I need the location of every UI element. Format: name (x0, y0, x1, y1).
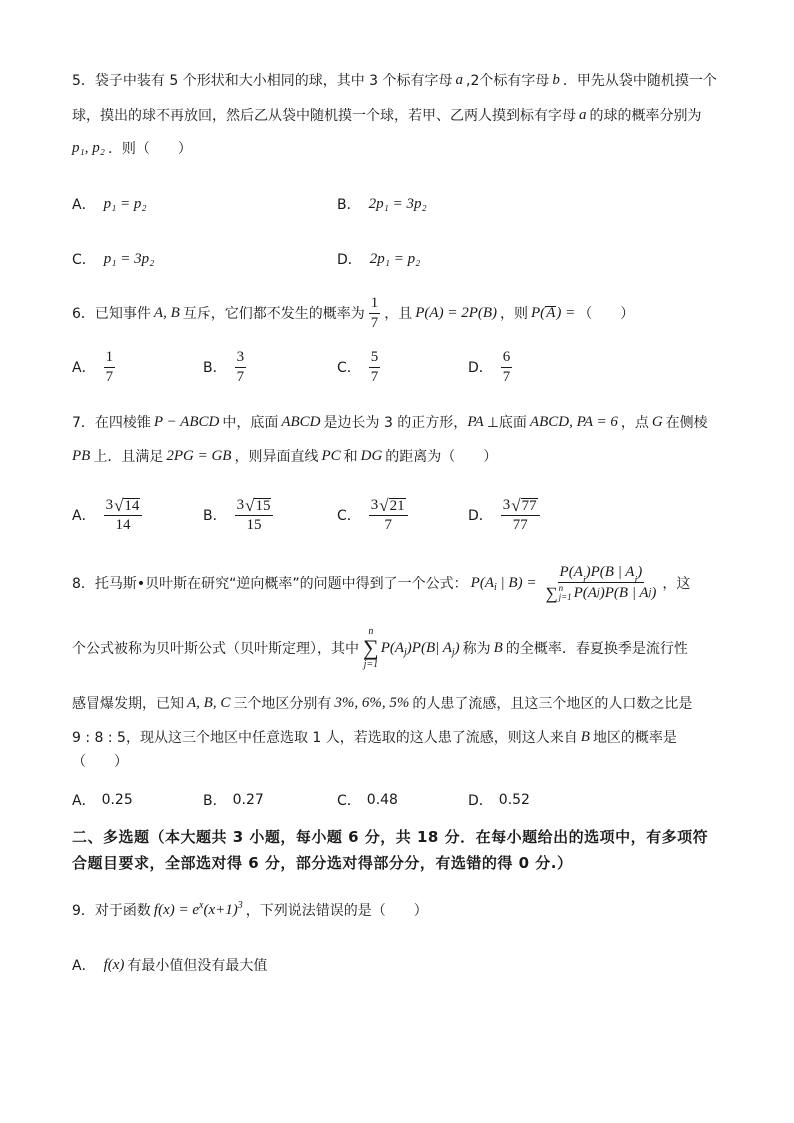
radicand: 21 (389, 497, 405, 514)
q7-math: PA (467, 413, 484, 430)
option-label: D． (468, 508, 493, 524)
function-expression (153, 899, 243, 919)
fraction-denominator: 7 (370, 314, 379, 331)
option-fraction (501, 349, 513, 386)
bayes-fraction (543, 564, 658, 602)
fraction-denominator: 7 (105, 368, 114, 385)
option-label: C． (337, 360, 361, 376)
q8-text: 称为 (462, 641, 491, 657)
overbar-event: A (546, 304, 556, 321)
math-part: )P(B | A (585, 564, 635, 580)
q5-text: 的球的概率分别为 (589, 108, 702, 124)
q8-text: 三个地区分别有 (233, 696, 332, 712)
bayes-numerator: P(A i )P(B | A i ) (559, 564, 643, 586)
q5-line-1 (72, 70, 717, 90)
math-part: P(A (470, 574, 494, 591)
q9-option-a (72, 955, 267, 975)
fraction-denominator: 7 (370, 368, 379, 385)
q5-math: a (455, 71, 464, 88)
q7-math: G (651, 413, 663, 430)
sqrt-sign: √ (511, 495, 521, 515)
q5-text: 球，摸出的球不再放回，然后乙从袋中随机摸一个球，若甲、乙两人摸到标有字母 (72, 108, 576, 124)
q7-text: 上．且满足 (93, 449, 164, 465)
probability-fraction (369, 295, 381, 332)
q7-math: DG (360, 447, 383, 464)
option-expression: 2p₁ = 3p₂ (368, 195, 427, 212)
q5-math: a (579, 106, 587, 123)
q7-option-a (72, 495, 146, 535)
math-subscript: j (404, 646, 407, 658)
q6-math: A, B (153, 304, 180, 321)
option-expression: 2p₁ = p₂ (369, 250, 421, 267)
fraction-numerator: 3 (235, 349, 247, 368)
q5-text: ．则（ ） (107, 141, 192, 157)
summation-upper: n (368, 626, 374, 637)
q8-text: ，这 (662, 576, 691, 592)
option-label: B． (203, 508, 227, 524)
q7-math: ABCD, PA = 6 (529, 413, 618, 430)
q8-line-2 (72, 626, 688, 670)
option-label: C． (337, 508, 361, 524)
sigma-sign: ∑ (545, 583, 558, 603)
q7-math: PB (72, 447, 91, 464)
fraction-numerator: 5 (369, 349, 381, 368)
q8-math: 3%, 6%, 5% (334, 694, 410, 711)
radical-coefficient: 3 (236, 496, 245, 513)
q6-option-b (203, 347, 250, 387)
section-header-line-2 (72, 852, 572, 872)
q9-text: 9．对于函数 (72, 903, 151, 919)
q6-option-a (72, 347, 119, 387)
option-label: C． (72, 252, 96, 268)
option-value: 0.27 (232, 792, 264, 808)
sqrt-sign: √ (245, 495, 255, 515)
option-radical-fraction (501, 497, 540, 534)
q8-text: 地区的概率是 (592, 730, 677, 746)
math-superscript: 3 (237, 899, 243, 911)
q6-option-c (337, 347, 384, 387)
q8-text: 9 : 8 : 5，现从这三个地区中任意选取 1 人，若选取的这人患了流感，则这人来自 (72, 730, 578, 746)
q6-option-d (468, 347, 516, 387)
option-label: D． (468, 793, 493, 809)
sqrt-sign: √ (379, 495, 389, 515)
option-radical-fraction (369, 497, 408, 534)
option-label: A． (72, 508, 96, 524)
option-expression: f(x) (103, 956, 125, 973)
q7-text: ，点 (620, 415, 649, 431)
q7-option-d (468, 495, 544, 535)
q7-text: ⊥底面 (486, 415, 527, 431)
q6-text: ，则 (500, 306, 529, 322)
fraction-numerator: 1 (104, 349, 116, 368)
q6-math: ) = (556, 304, 576, 321)
fraction-denominator: 15 (246, 516, 262, 533)
q6-math: P(A) = 2P(B) (415, 304, 498, 321)
q9-line-1 (72, 898, 428, 922)
complement-expression (531, 305, 575, 322)
q7-text: ，则异面直线 (234, 449, 319, 465)
option-label: B． (337, 197, 361, 213)
q7-math: PC (321, 447, 341, 464)
bayes-denominator: ∑ n j=1 P(A j )P(B | A j ) (545, 583, 657, 603)
math-part: P(A (380, 639, 405, 656)
fraction-numerator (104, 497, 143, 516)
option-label: B． (203, 793, 227, 809)
q8-text: 的人患了流感，且这三个地区的人口数之比是 (412, 696, 693, 712)
math-part: )P(B| A (406, 639, 452, 656)
math-part: ) (454, 639, 460, 656)
option-radical-fraction (235, 497, 274, 534)
q8-option-c (337, 790, 398, 810)
option-expression: p₁ = 3p₂ (103, 250, 155, 267)
fraction-denominator: 7 (236, 368, 245, 385)
q7-text: 是边长为 3 的正方形， (323, 415, 468, 431)
math-part: P(A (573, 584, 597, 601)
q5-option-b (337, 194, 430, 214)
radical-coefficient: 3 (502, 496, 511, 513)
q7-math: P − ABCD (153, 413, 220, 430)
fraction-denominator: 7 (502, 368, 511, 385)
fraction-numerator: 6 (501, 349, 513, 368)
q8-text: 个公式被称为贝叶斯公式（贝叶斯定理），其中 (72, 641, 359, 657)
q5-math: b (552, 71, 560, 88)
q8-text: 8．托马斯•贝叶斯在研究“逆向概率”的问题中得到了一个公式： (72, 576, 468, 592)
section-heading-text: 合题目要求，全部选对得 6 分，部分选对得部分分，有选错的得 0 分.） (72, 853, 573, 872)
math-subscript: j (451, 646, 455, 658)
radicand: 77 (521, 497, 537, 514)
option-fraction (235, 349, 247, 386)
q8-text: 的全概率．春夏换季是流行性 (505, 641, 688, 657)
fraction-numerator (501, 497, 540, 516)
q8-option-b (203, 790, 264, 810)
option-label: A． (72, 958, 96, 974)
radical-coefficient: 3 (370, 496, 379, 513)
fraction-numerator (235, 497, 274, 516)
q5-option-a (72, 194, 150, 214)
bayes-lhs (471, 575, 537, 592)
option-label: D． (337, 252, 362, 268)
q7-text: 的距离为（ ） (385, 449, 498, 465)
option-expression: p₁ = p₂ (103, 195, 147, 212)
q6-text: （ ） (578, 306, 635, 322)
option-label: A． (72, 197, 96, 213)
fraction-numerator: 1 (369, 295, 381, 314)
q8-line-4 (72, 727, 677, 747)
math-part: f(x) = e (153, 901, 200, 918)
q8-math: B (580, 728, 590, 745)
option-fraction (104, 349, 116, 386)
q8-text: 感冒爆发期，已知 (72, 696, 184, 712)
summation-upper: n (558, 583, 564, 593)
q7-text: 7．在四棱锥 (72, 415, 151, 431)
summation-limits (559, 584, 572, 602)
option-label: A． (72, 360, 96, 376)
fraction-denominator: 7 (384, 516, 392, 533)
option-radical-fraction (104, 497, 143, 534)
q9-text: ，下列说法错误的是（ ） (245, 903, 428, 919)
q8-math: A, B, C (187, 694, 231, 711)
q7-math: ABCD (281, 413, 321, 430)
q7-line-2 (72, 446, 497, 466)
q5-option-d (337, 249, 423, 269)
q5-text: ．甲先从袋中随机摸一个 (562, 73, 717, 89)
math-part: )P(B | A (599, 584, 649, 601)
fraction-numerator (369, 497, 408, 516)
q6-text: 互斥，它们都不发生的概率为 (182, 306, 365, 322)
fraction-denominator: 14 (115, 516, 131, 533)
option-value: 0.48 (366, 792, 398, 808)
section-header-line-1 (72, 826, 708, 846)
q7-text: 和 (343, 449, 358, 465)
option-value: 0.52 (498, 792, 530, 808)
option-fraction (369, 349, 381, 386)
summation-symbol (545, 584, 571, 602)
q8-option-d (468, 790, 530, 810)
option-label: D． (468, 360, 493, 376)
summation-lower: j=1 (363, 659, 379, 670)
total-probability-term (381, 640, 460, 657)
q6-text: 6．已知事件 (72, 306, 151, 322)
section-heading-text: 二、多选题（本大题共 3 小题，每小题 6 分，共 18 分．在每小题给出的选项中，有多项符 (72, 827, 709, 846)
radicand: 15 (255, 497, 271, 514)
q5-line-3 (72, 138, 192, 158)
option-value: 0.25 (101, 792, 133, 808)
math-subscript: i (494, 581, 497, 593)
q6-line-1 (72, 293, 634, 333)
math-superscript: x (199, 899, 204, 911)
q5-option-c (72, 249, 157, 269)
math-part: (x+1) (203, 901, 238, 918)
q7-text: 中，底面 (222, 415, 279, 431)
q5-text: ,2个标有字母 (466, 73, 550, 89)
q5-math: p₁, p₂ (72, 139, 105, 156)
summation-lower: j=1 (558, 592, 572, 602)
answer-bracket: （ ） (72, 754, 128, 770)
q6-math: P( (531, 304, 546, 321)
q5-line-2 (72, 105, 702, 125)
radicand: 14 (124, 497, 140, 514)
q7-line-1 (72, 412, 708, 432)
q8-option-a (72, 790, 133, 810)
math-part: P(A (559, 564, 583, 580)
q8-line-5 (72, 751, 128, 771)
q5-text: 5．袋子中装有 5 个形状和大小相同的球，其中 3 个标有字母 (72, 73, 453, 89)
math-part: | B) = (496, 574, 537, 591)
summation-symbol (363, 626, 379, 670)
math-part: ) (651, 584, 657, 601)
q7-option-c (337, 495, 412, 535)
q8-math: B (493, 639, 503, 656)
option-label: C． (337, 793, 361, 809)
option-text: 有最小值但没有最大值 (127, 958, 268, 974)
fraction-denominator: 77 (512, 516, 528, 533)
q7-text: 在侧棱 (665, 415, 708, 431)
sqrt-sign: √ (114, 495, 124, 515)
q6-text: ，且 (384, 306, 413, 322)
option-label: A． (72, 793, 96, 809)
option-label: B． (203, 360, 227, 376)
q7-math: 2PG = GB (166, 447, 232, 464)
q8-line-3 (72, 693, 692, 713)
radical-coefficient: 3 (105, 496, 114, 513)
q7-option-b (203, 495, 277, 535)
q8-line-1 (72, 560, 690, 606)
math-part: ) (637, 564, 643, 580)
sigma-sign: ∑ (363, 635, 379, 660)
